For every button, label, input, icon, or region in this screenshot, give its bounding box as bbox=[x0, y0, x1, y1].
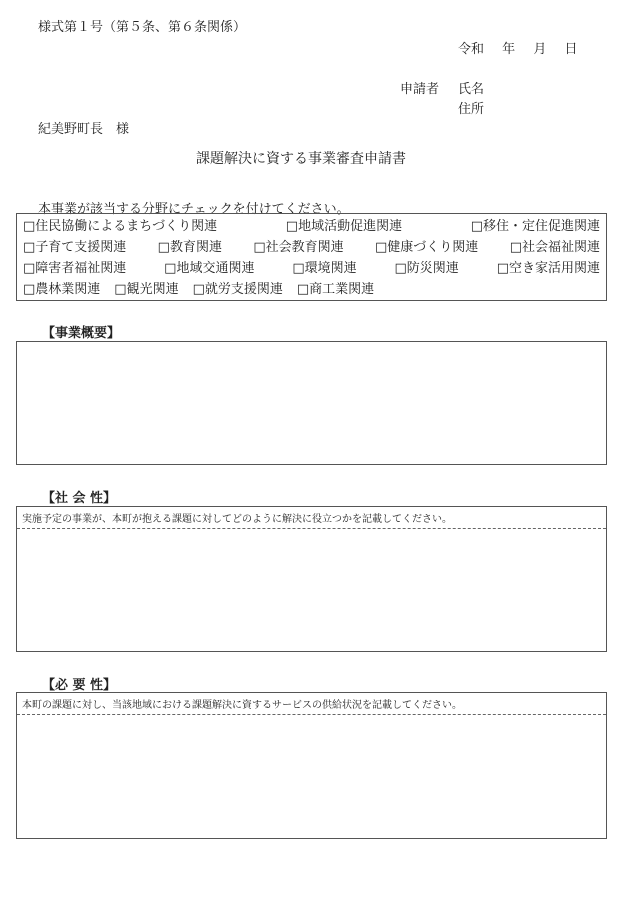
date-era: 令和 bbox=[458, 42, 485, 57]
category-checklist bbox=[16, 213, 607, 301]
document-title: 課題解決に資する事業審査申請書 bbox=[196, 151, 406, 167]
name-label: 氏名 bbox=[458, 82, 485, 97]
category-checkbox[interactable]: □商工業関連 bbox=[296, 282, 375, 297]
category-checkbox[interactable]: □地域活動促進関連 bbox=[285, 219, 403, 234]
applicant-label: 申請者 bbox=[400, 82, 440, 97]
social-input-area[interactable] bbox=[16, 506, 607, 652]
category-row bbox=[23, 259, 600, 280]
date-day-label: 日 bbox=[564, 42, 578, 57]
category-row bbox=[23, 238, 600, 259]
category-checkbox[interactable]: □地域交通関連 bbox=[164, 261, 255, 276]
date-line bbox=[458, 38, 591, 57]
category-checkbox[interactable]: □観光関連 bbox=[114, 282, 179, 297]
category-checkbox[interactable]: □健康づくり関連 bbox=[375, 240, 479, 255]
date-month-label: 月 bbox=[533, 42, 547, 57]
category-checkbox[interactable]: □防災関連 bbox=[394, 261, 459, 276]
category-row bbox=[23, 217, 600, 238]
date-year-label: 年 bbox=[502, 42, 516, 57]
necessity-guide-text: 本町の課題に対し、当該地域における課題解決に資するサービスの供給状況を記載してください。 bbox=[17, 693, 606, 715]
category-checkbox[interactable]: □住民協働によるまちづくり関連 bbox=[23, 219, 218, 234]
form-number: 様式第１号（第５条、第６条関係） bbox=[38, 20, 247, 35]
category-instruction: 本事業が該当する分野にチェックを付けてください。 bbox=[38, 202, 350, 217]
address-label: 住所 bbox=[458, 102, 485, 117]
category-checkbox[interactable]: □社会福祉関連 bbox=[509, 240, 600, 255]
summary-input-area[interactable] bbox=[16, 341, 607, 465]
category-checkbox[interactable]: □社会教育関連 bbox=[253, 240, 344, 255]
category-checkbox[interactable]: □就労支援関連 bbox=[192, 282, 283, 297]
category-checkbox[interactable]: □障害者福祉関連 bbox=[23, 261, 127, 276]
category-checkbox[interactable]: □子育て支援関連 bbox=[23, 240, 127, 255]
category-checkbox[interactable]: □環境関連 bbox=[292, 261, 357, 276]
social-heading: 【社 会 性】 bbox=[42, 491, 117, 506]
social-guide-text: 実施予定の事業が、本町が抱える課題に対してどのように解決に役立つかを記載してください。 bbox=[17, 507, 606, 529]
summary-heading: 【事業概要】 bbox=[42, 326, 121, 341]
category-checkbox[interactable]: □空き家活用関連 bbox=[496, 261, 600, 276]
necessity-heading: 【必 要 性】 bbox=[42, 678, 117, 693]
category-checkbox[interactable]: □農林業関連 bbox=[23, 282, 101, 297]
addressee: 紀美野町長 様 bbox=[38, 122, 130, 137]
category-checkbox[interactable]: □教育関連 bbox=[157, 240, 222, 255]
category-checkbox[interactable]: □移住・定住促進関連 bbox=[470, 219, 600, 234]
category-row bbox=[23, 280, 600, 301]
necessity-input-area[interactable] bbox=[16, 692, 607, 839]
